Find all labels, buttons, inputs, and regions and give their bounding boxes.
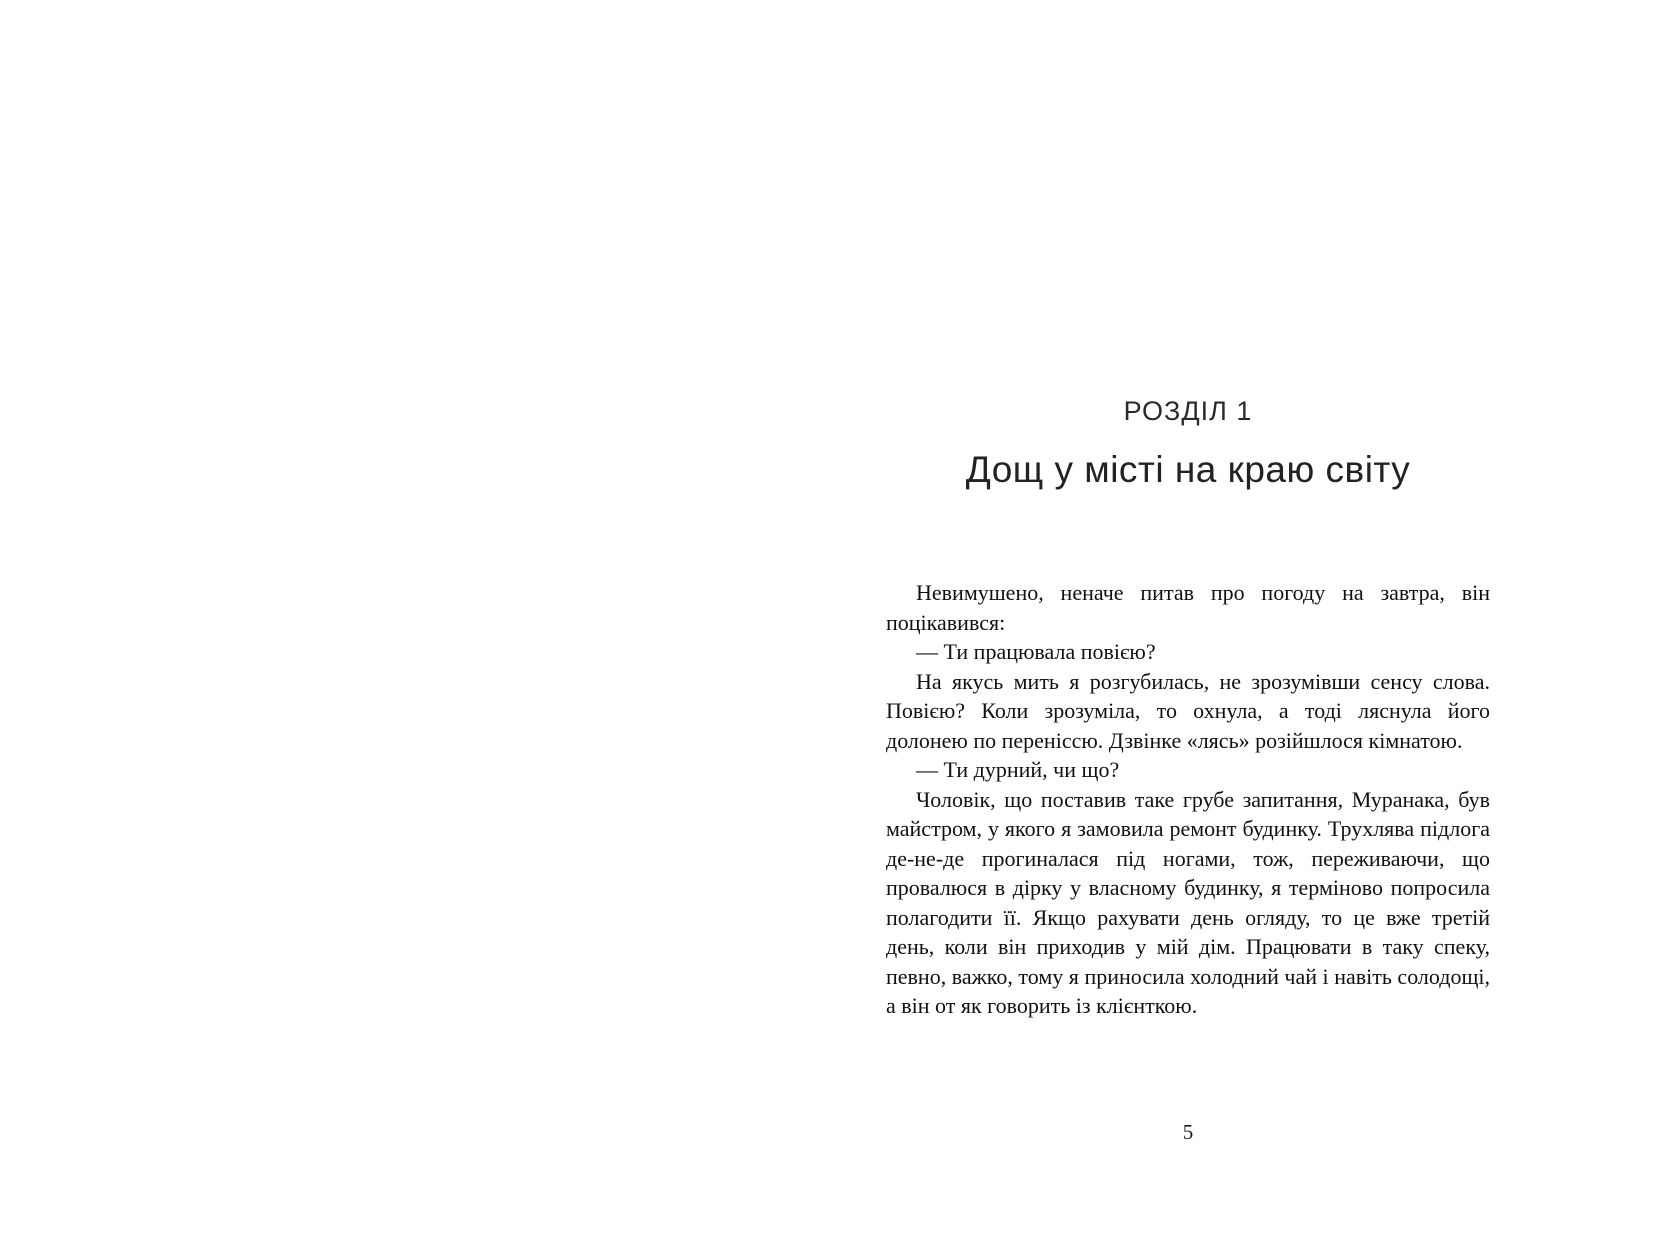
- page-number: 5: [1182, 1120, 1194, 1144]
- paragraph: Невимушено, неначе питав про погоду на завтра, він поцікавився:: [886, 580, 1490, 635]
- paragraph: — Ти дурний, чи що?: [916, 757, 1120, 782]
- chapter-heading: [886, 396, 1490, 491]
- book-page: [886, 0, 1490, 1240]
- paragraph: Чоловік, що поставив таке грубе запитання, Муранака, був майстром, у якого я замовила ремонт будинку. Трухлява підлога де-не-де прогиналася під ногами, тож, переживаючи, що провалюся в дірку у власному будинку, я терміново попросила полагодити її. Якщо рахувати день огляду, то це вже третій день, коли він приходив у мій дім. Працювати в таку спеку, певно, важко, тому я приносила холодний чай і навіть солодощі, а він от як говорить із клієнткою.: [886, 786, 1490, 1018]
- chapter-title: Дощ у місті на краю світу: [965, 449, 1411, 490]
- chapter-number: РОЗДІЛ 1: [1123, 396, 1253, 426]
- paragraph: На якусь мить я розгубилась, не зрозумівши сенсу слова. Повією? Коли зрозуміла, то охнула, а тоді ляснула його долонею по переніссю. Дзвінке «лясь» розійшлося кімнатою.: [886, 668, 1490, 753]
- paragraph: — Ти працювала повією?: [916, 639, 1156, 664]
- chapter-body: [886, 578, 1490, 1021]
